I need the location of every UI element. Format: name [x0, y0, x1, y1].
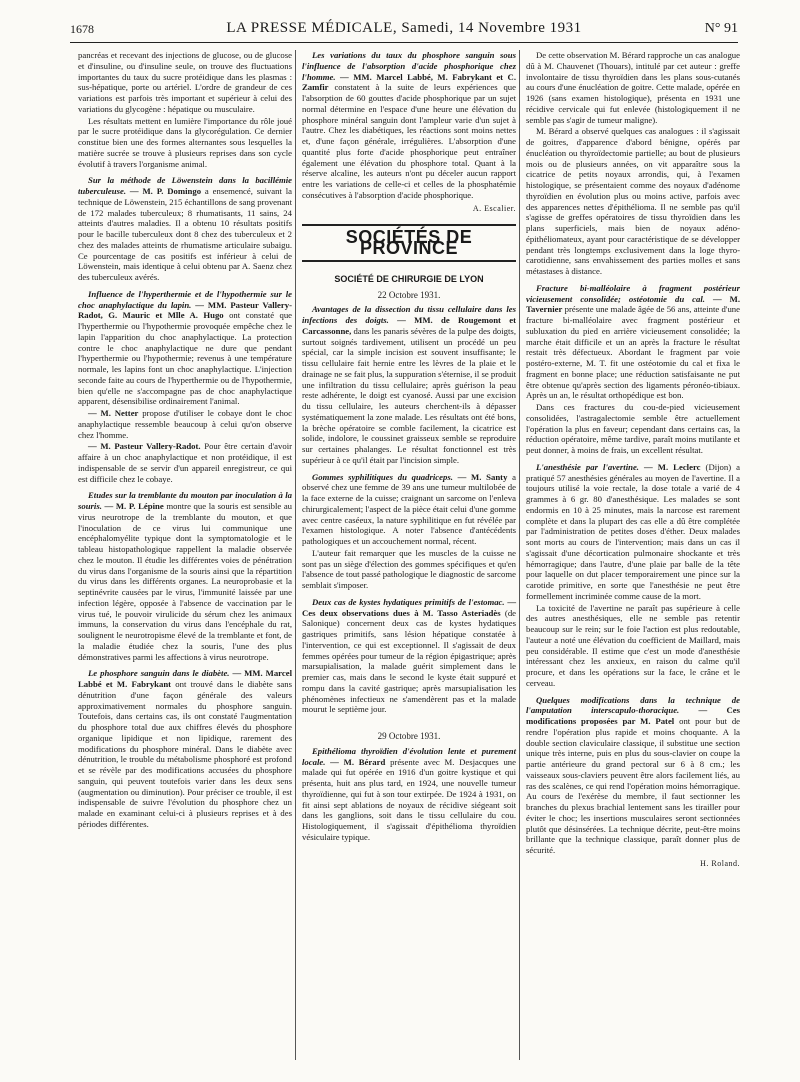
discussion-body: propose d'utiliser le cobaye dont le choc anaphylactique ressemble beaucoup à celui qu'on observe chez l'homme.: [78, 408, 293, 440]
column-1: [78, 50, 292, 831]
page-number: 1678: [70, 22, 94, 36]
article-title: Sur la méthode de Löwenstein dans la bacillémie tuberculeuse.: [78, 175, 292, 196]
article-title: Le phosphore sanguin dans le diabète.: [88, 668, 230, 679]
article-title: Etudes sur la tremblante du mouton par inoculation à la souris.: [78, 490, 292, 511]
page-header: [70, 20, 738, 43]
article-title: L'anesthésie par l'avertine.: [536, 461, 639, 472]
article-authors: — Ces deux observations dues à M. Tasso Asteriadès: [302, 596, 516, 618]
article-body: constatent à la suite de leurs expériences que l'absorption de 60 gouttes d'acide phosphorique par un sujet normal détermine en l'espace d'une heure une élévation du phosphore minéral sanguin dont l'ampleur varie d'un sujet à l'autre. Chez les diabétiques, les réactions sont moins nettes et, d'une façon générale, irrégulières. L'absorption d'une quantité plus forte d'acide phosphorique peut entraîner également une élévation du phosphore total. Quant à la réserve alcaline, les auteurs n'ont pu déceler aucun rapport entre les variations de celle-ci et celles de la phosphatémie consécutives à l'absorption d'acide phosphorique.: [302, 82, 517, 200]
article-phosphore-diabete: [78, 668, 292, 829]
article-title: Epithélioma thyroïdien d'évolution lente et purement locale.: [302, 745, 516, 767]
article-authors: — MM. de Rougemont et Carcassonne,: [302, 315, 516, 336]
session-date: 22 Octobre 1931.: [377, 289, 441, 300]
paragraph: Les résultats mettent en lumière l'importance du rôle joué par le sucre protéidique dans la glycorégulation. Ce dernier constitue bien une des formes alternantes sous lesquelles la matière sucrée se trouve à plusieurs reprises dans son cycle évolutif à travers l'organisme animal.: [78, 115, 292, 169]
article-authors: — M. Bérard: [330, 756, 386, 767]
article-title: Quelques modifications dans la technique de l'amputation interscapulo-thoracique.: [526, 694, 740, 716]
article-authors: — M. Tavernier: [526, 293, 740, 315]
article-authors: — M. Santy: [457, 471, 508, 482]
article-authors: — M. P. Domingo: [129, 186, 202, 196]
issue-number: N° 91: [704, 21, 738, 36]
signature: A. Escalier.: [472, 203, 516, 213]
article-body: a ensemencé, suivant la technique de Löwenstein, 215 échantillons de sang provenant de 172 malades tuberculeux; 8 rhumatisants, 11 sains, 24 atteints d'autres maladies. Il a obtenu 10 résultats positifs pour le bacille tuberculeux dont 8 chez des tuberculeux et 2 chez des malades atteints de rhumatisme articulaire subaigu. Ce pourcentage de cas positifs est inférieur à celui de Löwenstein, mais identique à celui obtenu par A. Saenz chez des tuberculeux avérés.: [78, 186, 293, 282]
article-title: Fracture bi-malléolaire à fragment postérieur vicieusement consolidée; ostéotomie du cal.: [526, 282, 740, 304]
publication-title: LA PRESSE MÉDICALE, Samedi, 14 Novembre 1931: [226, 20, 582, 36]
column-divider: [519, 50, 520, 1060]
article-gommes: [302, 472, 516, 547]
article-domingo: [78, 175, 292, 283]
paragraph: La toxicité de l'avertine ne paraît pas supérieure à celle des autres anesthésiques, elle ne semble pas retentir beaucoup sur le rein; sur le foie l'action est plus redoutable, l'auteur a noté une élévation du coefficient de Maillard, mais peu considérable. Il estime que c'est un mode d'anesthésie intéressant chez les anxieux, en raison du calme qu'il procure, et dans les opérations sur la face, le crâne et le cerveau.: [526, 602, 740, 688]
article-authors: — Ces modifications proposées par M. Patel: [526, 705, 740, 726]
discussion: [78, 441, 292, 484]
article-body: (de Salonique) concernent deux cas de kystes hydatiques gastriques primitifs, sans lésion hépatique constatée à l'intervention, ce qui est exceptionnel. Il s'agissait de deux femmes opérées pour tumeur de la région épigastrique; après marsupialisation, la malade guérit simplement dans le premier cas, mais dans le second le kyste était suppuré et rompu dans la cavité gastrique; après marsupialisation les phénomènes infectieux ne s'amendèrent pas et la malade mourut le septième jour.: [302, 607, 517, 715]
article-body: montre que la souris est sensible au virus neurotrope de la tremblante du mouton, et que l'inoculation de ce virus lui communique une encéphalomyélite typique dont la symptomatologie et le tableau histopathologique rappellent la maladie observée chez le mouton. Il étudie les différentes voies de pénétration du virus dans l'organisme de la souris ainsi que la répartition du virus dans les différents organes. La neuroprobasie et la septinévrite causées par le virus, l'immunité laissée par une infection légère, opposée à l'absence de vaccination par le virus tué, le pouvoir virulicide du sérum chez les animaux immuns, la conservation du virus dans l'encéphale du rat, soulignent le neurotropisme élevé de la tremblante et font, de la maladie étudiée chez la souris, l'une des plus démonstratives parmi les affections à virus neurotrope.: [78, 501, 293, 662]
article-kystes: [302, 597, 516, 715]
article-body: dans les panaris sévères de la pulpe des doigts, surtout soignés tardivement, utilisent un procédé un peu spécial, car la simple incision est souvent insuffisante; le tissu cellulaire fait hernie entre les lèvres de la plaie et le drainage ne se fait plus, la suppuration s'éternise, il se produit une infiltration du tissu cellulaire; après guérison la peau reste adhérente, le doigt est cyanosé. Aussi par une excision du tissu cellulaire, les auteurs cherchent-ils à dépasser systématiquement la zone malade. Les résultats ont été bons, la brèche opératoire se comble facilement, la cicatrice est solide, indolore, le coussinet graisseux semble se reproduire sur certaines phalanges. Le résultat fonctionnel est très supérieur à ce qu'il était par l'incision simple.: [302, 325, 516, 465]
article-authors: — M. P. Lépine: [104, 501, 164, 511]
article-amputation: [526, 695, 740, 856]
article-epithelioma: [302, 746, 516, 843]
article-tremblante: [78, 490, 292, 662]
article-body: présente une malade âgée de 56 ans, atteinte d'une fracture bi-malléolaire avec fragment postérieur et subluxation du pied en arrière vicieusement consolidée; la marche était difficile et un an après la fracture le résultat restait très défectueux. Abordant le fragment par voie postéro-externe, M. T. fit une ostéotomie du cal et fixa le fragment en bonne place; une réduction satisfaisante ne put être obtenue qu'après section des ligaments péronéo-tibiaux. Après un an, le résultat orthopédique est bon.: [526, 304, 741, 401]
paragraph: M. Bérard a observé quelques cas analogues : il s'agissait de goitres, d'apparence d'abord bénigne, opérés par énucléation ou thyroïdectomie partielle; au bout de plusieurs mois ou de plusieurs années, on vit apparaître sous la cicatrice de petits noyaux arrondis, qui, à l'examen histologique, se présentaient comme des noyaux d'adénome thyroïdien en évolution plus ou moins active, parfois avec des apparences nettes d'épithélioma. Il ne semble pas qu'il s'agisse de greffes opératoires de tissu thyroïdien dans les plans superficiels, mais bien de noyaux adéno-épithéliomateux, ayant pour caractéristique de se développer pendant très longtemps exclusivement dans la loge thyro-carotidienne, sans envahissement des parties molles et sans métastases à distance.: [526, 126, 740, 276]
article-body: ont constaté que l'hyperthermie ou l'hypothermie provoquée empêche chez le lapin l'apparition du choc anaphylactique. La protection contre le choc anaphylactique ne dure que pendant l'hyperthermie ou l'hypothermie; revenus à une température normale, les lapins font un choc anaphylactique. L'injection seconde faite au cours de l'hyperthermie ou de l'hypothermie, bien qu'elle ne s'accompagne pas de choc anaphylactique apparent, désensibilise ordinairement l'animal.: [78, 310, 293, 407]
article-title: Gommes syphilitiques du quadriceps.: [312, 471, 453, 482]
article-title: Deux cas de kystes hydatiques primitifs de l'estomac.: [312, 596, 505, 607]
article-phosphore-variations: [302, 50, 516, 201]
section-title: SOCIÉTÉS DE PROVINCE: [302, 224, 516, 262]
article-body: présente avec M. Desjacques une malade qui fut opérée en 1916 d'un goitre kystique et qui présenta, huit ans plus tard, en 1924, une nouvelle tumeur thyroïdienne, qui fut à son tour extirpée. De 1924 à 1931, on fit ainsi sept ablations de noyaux de récidive siégeant soit dans les ganglions, soit dans le tissu cellulaire du cou. Histologiquement, il s'agissait d'épithélioma thyroïdien vésiculaire typique.: [302, 756, 516, 842]
discussant: — M. Netter: [88, 408, 139, 418]
article-title: Avantages de la dissection du tissu cellulaire dans les infections des doigts.: [302, 304, 516, 325]
discussion: [78, 408, 292, 440]
article-dissection: [302, 304, 516, 465]
paragraph: Dans ces fractures du cou-de-pied vicieusement consolidées, l'astragalectomie semble être actuellement l'opération la plus en faveur; cependant dans certains cas, la réduction opératoire, même tardive, paraît moins mutilante et peut donner, à moins de frais, un excellent résultat.: [526, 402, 740, 455]
article-authors: — MM. Marcel Labbé, M. Fabrykant et C. Zamfir: [302, 71, 516, 93]
article-body: ont trouvé dans le diabète sans dénutrition d'une façon générale des valeurs approximativement normales du phosphore sanguin. Toutefois, dans certains cas, ils ont constaté l'augmentation du phosphore total due aux chiffres élevés du phosphore organique lipidique et non lipidique, rarement des modifications du phosphore minéral. Dans le diabète avec dénutrition, le trouble du métabolisme phosphoré est profond et se révèle par des modifications accusées du phosphore sanguin, qui peuvent toutefois varier dans les deux sens (augmentation ou diminution). Pour préciser ce trouble, il est indispensable de suivre l'évolution du phosphore chez un malade en examinant celui-ci à plusieurs reprises et à des périodes différentes.: [78, 679, 292, 829]
article-title: Les variations du taux du phosphore sanguin sous l'influence de l'absorption d'acide phosphorique chez l'homme.: [302, 50, 516, 82]
article-fracture: [526, 283, 740, 401]
paragraph: L'auteur fait remarquer que les muscles de la cuisse ne sont pas un siège d'élection des gommes spécifiques et qu'en l'absence de tout passé pathologique le diagnostic de sarcome semblait s'imposer.: [302, 547, 516, 590]
society-title: SOCIÉTÉ DE CHIRURGIE DE LYON: [334, 273, 484, 284]
article-body: a observé chez une femme de 39 ans une tumeur multilobée de la face externe de la cuisse; craignant un sarcome on l'enleva chirurgicalement; l'aspect de la pièce était celui d'une gomme avec centre caséeux, la nature syphilitique en fut révélée par l'examen histologique. A noter l'absence d'antécédents pathologiques et un accouchement normal, récent.: [302, 471, 517, 546]
column-divider: [295, 50, 296, 1060]
column-2: [302, 50, 516, 844]
article-hyperthermie: [78, 289, 292, 407]
paragraph: pancréas et recevant des injections de glucose, ou de glucose et d'insuline, ou d'insuline seule, on trouve des fluctuations importantes du taux du sucre protéidique dans les plasmas : sus-hépatique, porte ou artériel. L'ordre de grandeur de ces variations est parfois très important et supérieur à celui des variations du glycogène : hépatique ou musculaire.: [78, 50, 292, 114]
article-title: Influence de l'hyperthermie et de l'hypothermie sur le choc anaphylactique du lapin.: [78, 288, 292, 310]
article-authors: — M. Leclerc: [644, 461, 701, 472]
article-authors: — MM. Pasteur Vallery-Radot, G. Mauric et Mlle A. Hugo: [78, 299, 293, 321]
article-body: (Dijon) a pratiqué 57 anesthésies générales au moyen de l'avertine. Il a toujours utilisé la voie rectale, la dose totale a varié de 4 grammes à 6 gr. 80 d'anesthésique. Les malades se sont endormis en 10 à 25 minutes, mais la narcose est rarement complète et dans la plupart des cas elle a dû être complétée par l'administration de petites doses d'éther. Deux malades sont morts au cours de l'intervention; mais dans un cas il s'agissait d'une décortication pulmonaire shockante et très hémorragique; dans l'autre, d'une plaie par balle de la tête pour laquelle on dut placer temporairement une pince sur la carotide primitive, en sorte que l'anesthésie ne peut être formellement incriminée comme cause de la mort.: [526, 461, 741, 601]
session-date: 29 Octobre 1931.: [377, 731, 441, 741]
column-3: [526, 50, 740, 874]
paragraph: De cette observation M. Bérard rapproche un cas analogue dû à M. Chauvenet (Thouars), intitulé par cet auteur : greffe involontaire de tissu thyroïdien dans les plans sous-cutanés au cours d'une énucléation de goitre. Cette malade, opérée en 1926 (sans examen histologique), présenta en 1931 une récidive cervicale qui fut enlevée (histologiquement il ne semble pas s'agir de tumeur maligne).: [526, 50, 740, 125]
signature: H. Roland.: [700, 858, 740, 868]
article-authors: — MM. Marcel Labbé et M. Fabrykant: [78, 668, 292, 689]
article-avertine: [526, 462, 740, 602]
article-body: ont pour but de rendre l'opération plus rapide et moins choquante. A la double section claviculaire classique, il substitue une section unique très interne, puis en plus du sous-clavier on coupe la partie antérieure du grand pectoral sur 6 à 8 cm.; les vaisseaux sous-claviers peuvent être alors facilement liés, au ras des scalènes, ce qui rend l'opération moins hémorragique. Au cours de l'exérèse du membre, il faut sectionner les branches du plexus brachial lentement sans les tirailler pour éviter le choc; les insertions musculaires seront sectionnées plutôt que désinsérées. La technique décrite, peut-être moins brillante que la technique classique, paraît donner plus de sécurité.: [526, 716, 741, 855]
discussion-body: Pour être certain d'avoir affaire à un choc anaphylactique et non protéidique, il est indispensable de se servir d'un appareil enregistreur, ce qui est difficile chez le cobaye.: [78, 441, 293, 484]
discussant: — M. Pasteur Vallery-Radot.: [88, 441, 201, 452]
